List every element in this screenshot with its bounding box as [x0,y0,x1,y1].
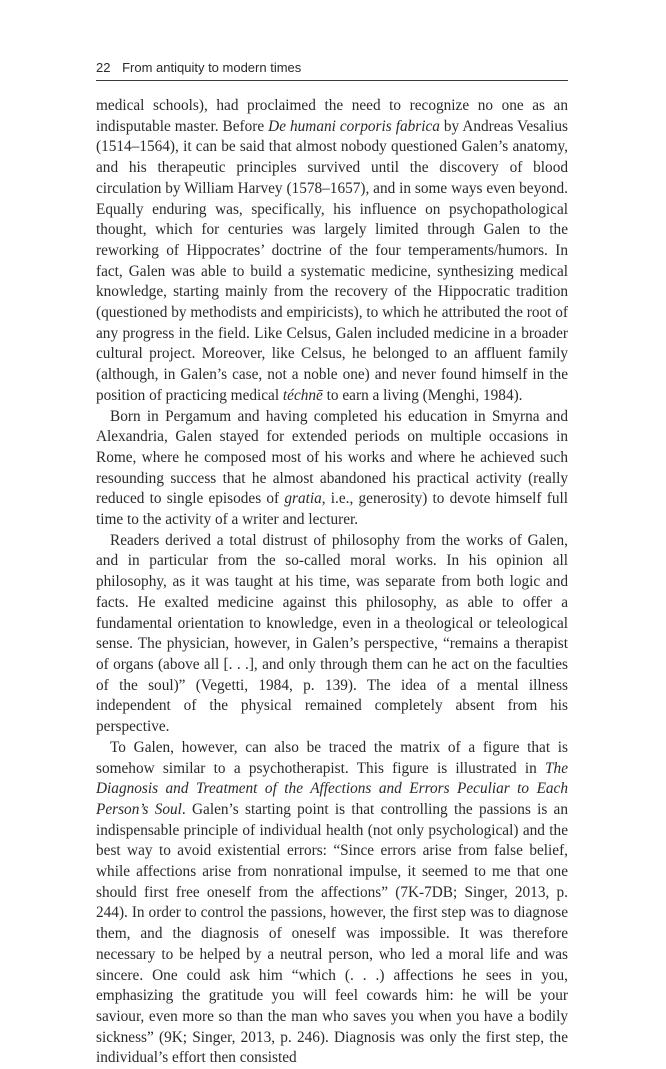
greek-term-italic: téchnē [282,386,323,404]
latin-term-italic: gratia [284,490,322,508]
text-run: Readers derived a total distrust of philosophy from the works of Galen, and in particular from the so-called moral works. In his opinion all philosophy, as it was taught at his time, was separate from both logic and facts. He exalted medicine against this philosophy, as able to offer a fundamental orientation to knowledge, even in a theological or teleological sense. The physician, however, in Galen’s perspective, “remains a therapist of organs (above all [. . .], and only through them can he act on the faculties of the soul)” (Vegetti, 1984, p. 139). The idea of a mental illness independent of the physical remained completely absent from his perspective. [96,531,568,736]
paragraph [96,738,568,1069]
paragraph [96,531,568,738]
body-text [96,96,568,1069]
text-run: To Galen, however, can also be traced the matrix of a figure that is somehow similar to a psychotherapist. This figure is illustrated in [96,738,568,777]
text-run: to earn a living (Menghi, 1984). [322,386,523,404]
paragraph [96,407,568,531]
text-run: by Andreas Vesalius (1514–1564), it can be said that almost nobody questioned Galen’s anatomy, and his therapeutic principles survived until the discovery of blood circulation by William Harvey (1578–1657), and in some ways even beyond. Equally enduring was, specifically, his influence on psychopathological thought, which for centuries was largely limited through Galen to the reworking of Hippocrates’ doctrine of the four temperaments/humors. In fact, Galen was able to build a systematic medicine, synthesizing medical knowledge, starting mainly from the recovery of the Hippocratic tradition (questioned by methodists and empiricists), to which he attributed the root of any progress in the field. Like Celsus, Galen included medicine in a broader cultural project. Moreover, like Celsus, he belonged to an affluent family (although, in Galen’s case, not a noble one) and never found himself in the position of practicing medical [96,117,569,404]
book-title-italic: De humani corporis fabrica [268,117,440,135]
running-title: From antiquity to modern times [122,60,302,75]
text-run: . Galen’s starting point is that controlling the passions is an indispensable principle of individual health (not only psychological) and the best way to avoid existential errors: “Since errors arise from false belief, while affections arise from nonrational impulse, it seemed to me that one should first free oneself from the affections” (7K-7DB; Singer, 2013, p. 244). In order to control the passions, however, the first step was to diagnose them, and the diagnosis of oneself was impossible. It was therefore necessary to be helped by a neutral person, who led a moral life and was sincere. One could ask him “which (. . .) affections he sees in you, emphasizing the gratitude you will feel cowards him: he will be your saviour, even more so than the man who saves you when you have a bodily sickness” (9K; Singer, 2013, p. 246). Diagnosis was only the first step, the individual’s effort then consisted [96,800,568,1067]
text-run: , i.e., generosity) to devote himself full time to the activity of a writer and lecturer. [96,490,568,529]
work-title-italic: The Diagnosis and Treatment of the Affections and Errors Peculiar to Each Person’s Soul [96,759,568,818]
page-number: 22 [96,60,111,75]
text-run: medical schools), had proclaimed the need to recognize no one as an indisputable master. Before [96,97,568,135]
paragraph [96,96,568,407]
running-header [96,58,568,81]
text-run: Born in Pergamum and having completed his education in Smyrna and Alexandria, Galen stayed for extended periods on multiple occasions in Rome, where he composed most of his works and where he achieved such resounding success that he almost abandoned his practical activity (really reduced to single episodes of [96,407,568,508]
